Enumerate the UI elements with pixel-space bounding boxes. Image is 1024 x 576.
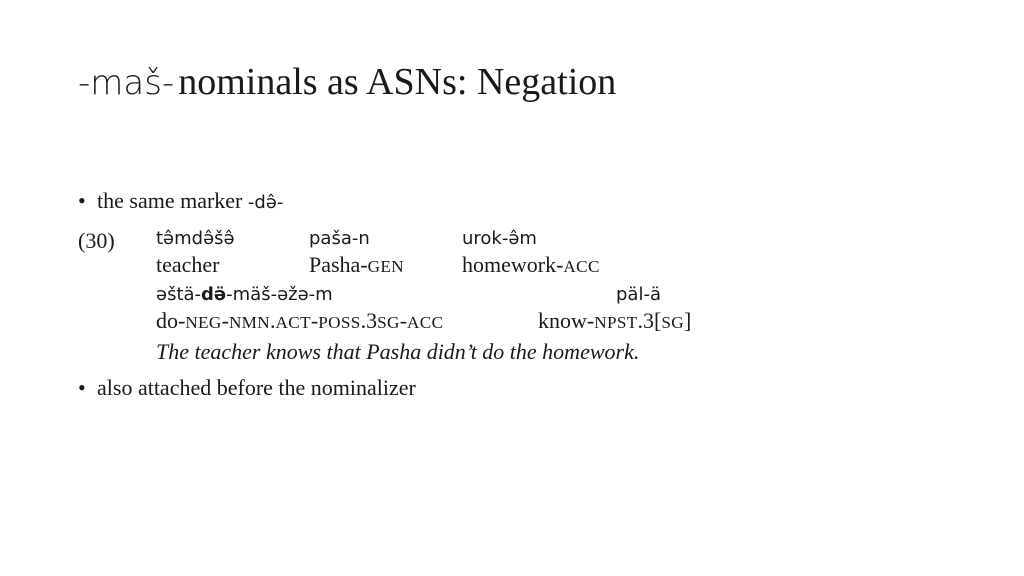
bullet-marker: -də̂- <box>247 192 284 213</box>
gloss-teacher: teacher <box>156 252 220 277</box>
gloss-homework: homework-ACC <box>462 252 600 277</box>
example-word-teacher: tə̂mdə̂šə̂ <box>156 228 235 249</box>
bullet-item-1 <box>78 188 283 214</box>
example-number: (30) <box>78 228 115 253</box>
example-word-do-neg: əštä-də̈-mäš-əžə-m <box>156 284 333 305</box>
gloss-pasha: Pasha-GEN <box>309 252 404 277</box>
bullet-dot: • <box>78 188 86 213</box>
slide-title <box>78 60 616 104</box>
negation-marker: də̈ <box>201 284 227 305</box>
example-word-homework: urok-ə̂m <box>462 228 537 249</box>
bullet-item-2 <box>78 375 416 401</box>
example-translation: The teacher knows that Pasha didn’t do the homework. <box>156 339 640 364</box>
bullet-text: also attached before the nominalizer <box>97 375 416 400</box>
title-main: nominals as ASNs: Negation <box>178 61 617 103</box>
example-word-know: päl-ä <box>616 284 661 305</box>
bullet-dot: • <box>78 375 86 400</box>
gloss-know: know-NPST.3[SG] <box>538 308 692 333</box>
title-prefix: -maš- <box>78 63 175 103</box>
bullet-text: the same marker <box>97 188 248 213</box>
gloss-do-neg: do-NEG-NMN.ACT-POSS.3SG-ACC <box>156 308 444 333</box>
example-word-pasha: paša-n <box>309 228 370 249</box>
